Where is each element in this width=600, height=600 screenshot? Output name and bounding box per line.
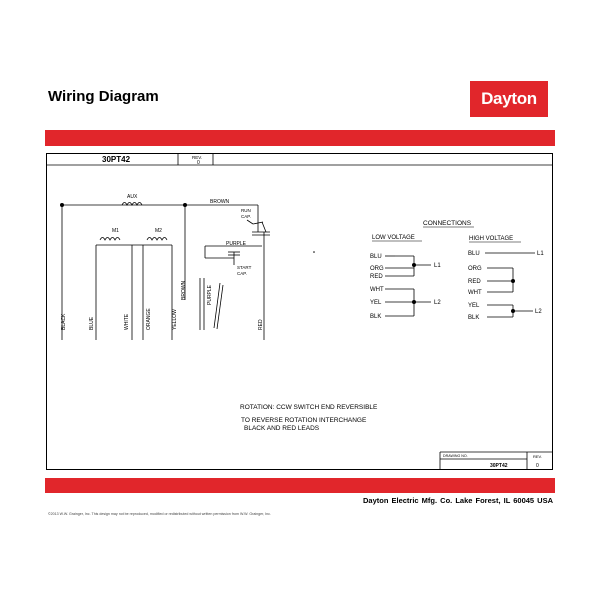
lv-line-2: L2 (434, 300, 441, 306)
hv-lead-blk: BLK (468, 315, 480, 321)
reverse-note-2: BLACK AND RED LEADS (244, 425, 320, 432)
drawing-rev-value: 0 (536, 463, 539, 469)
lv-lead-yel: YEL (370, 300, 382, 306)
hv-lead-yel: YEL (468, 303, 480, 309)
main-winding-2-label: M2 (155, 228, 162, 234)
model-number: 30PT42 (102, 155, 131, 164)
copyright-notice: ©2013 W.W. Grainger, Inc. This design may not be reproduced, modified or redistributed without written permission from W.W. Grainger, Inc. (48, 512, 271, 516)
purple-mid-label: PURPLE (226, 241, 247, 247)
main-winding-1-label: M1 (112, 228, 119, 234)
drawing-no-label: DRAWING NO. (443, 454, 468, 458)
lv-lead-blu: BLU (370, 254, 382, 260)
high-voltage-label: HIGH VOLTAGE (469, 236, 514, 242)
lead-black-label: BLACK (61, 313, 67, 330)
lead-white-label: WHITE (124, 313, 130, 330)
rev-value: 0 (197, 160, 200, 166)
rev-label: REV. (192, 155, 203, 160)
connections-title: CONNECTIONS (423, 220, 472, 227)
reverse-note-1: TO REVERSE ROTATION INTERCHANGE (241, 417, 367, 424)
hv-lead-org: ORG (468, 266, 482, 272)
drawing-no-value: 30PT42 (490, 463, 508, 469)
aux-winding-label: AUX (127, 194, 138, 200)
start-cap-label-2: CAP. (237, 271, 247, 276)
lv-lead-org: ORG (370, 266, 384, 272)
lead-yellow-label: YELLOW (172, 309, 178, 330)
drawing-rev-label: REV. (533, 454, 542, 459)
footer-company: Dayton Electric Mfg. Co. Lake Forest, IL 60045 USA (363, 496, 553, 505)
rotation-note: ROTATION: CCW SWITCH END REVERSIBLE (240, 404, 378, 411)
run-cap-label-2: CAP. (241, 214, 251, 219)
lv-lead-blk: BLK (370, 314, 382, 320)
dayton-logo: Dayton (470, 81, 548, 117)
lv-lead-wht: WHT (370, 287, 384, 293)
start-cap-label-1: START (237, 265, 252, 270)
hv-lead-red: RED (468, 279, 481, 285)
hv-lead-blu: BLU (468, 251, 480, 257)
lead-blue-label: BLUE (89, 316, 95, 330)
hv-lead-wht: WHT (468, 290, 482, 296)
run-cap-label-1: RUN (241, 208, 251, 213)
lv-line-1: L1 (434, 263, 441, 269)
brown-top-label: BROWN (210, 199, 230, 205)
lead-brown-label: BROWN (181, 280, 187, 300)
low-voltage-label: LOW VOLTAGE (372, 235, 415, 241)
lead-red-label: RED (258, 319, 264, 330)
lead-purple-label: PURPLE (207, 284, 213, 305)
hv-line-2: L2 (535, 309, 542, 315)
lv-lead-red: RED (370, 274, 383, 280)
page-title: Wiring Diagram (48, 88, 159, 105)
lead-orange-label: ORANGE (146, 308, 152, 330)
hv-line-1: L1 (537, 251, 544, 257)
